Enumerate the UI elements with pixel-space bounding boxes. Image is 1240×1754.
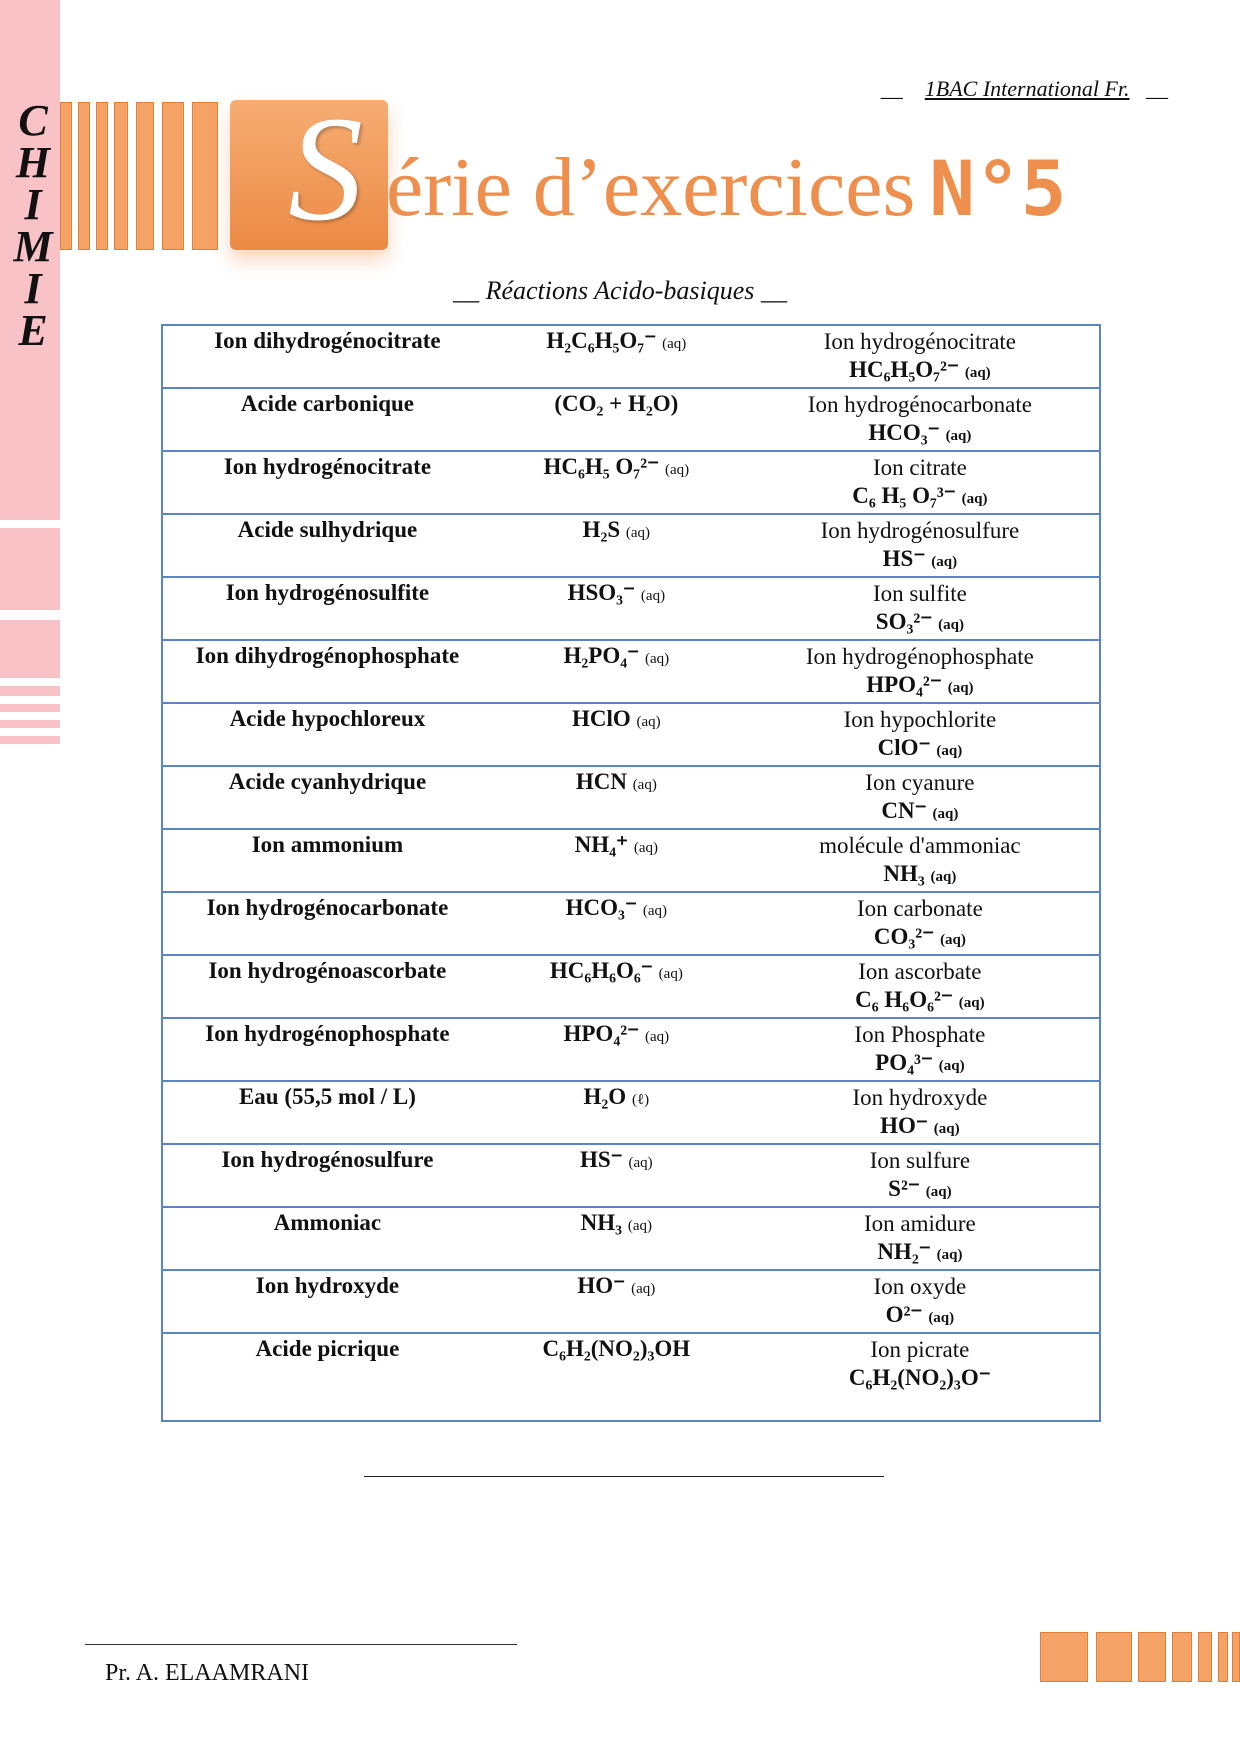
acid-name-cell [162,829,492,892]
base-name: Ion hypochlorite [843,707,997,732]
decor-stripe [114,102,128,250]
acid-formula-cell [492,388,741,451]
acid-formula-cell [492,1207,741,1270]
base-formula: C₆ H₆O₆²⁻ [855,987,954,1012]
class-label-suffix: __ [1146,76,1168,101]
table-row [162,451,1100,514]
table-row [162,829,1100,892]
acid-formula: NH₃ [580,1210,623,1235]
base-name: Ion hydrogénocarbonate [807,392,1032,417]
base-state: (aq) [958,995,985,1011]
acid-name-cell [162,577,492,640]
decor-stripe [96,102,108,250]
sidebar-stripe [0,686,60,696]
base-formula: C₆H₂(NO₂)₃O⁻ [848,1365,991,1390]
sidebar-letter: I [24,264,42,313]
acid-state: (aq) [645,651,670,667]
acid-state: (aq) [658,966,683,982]
base-name: Ion Phosphate [854,1022,986,1047]
base-state: (aq) [930,869,957,885]
acid-name: Ammoniac [273,1210,382,1235]
base-state: (aq) [961,491,988,507]
acid-formula: HO⁻ [577,1273,626,1298]
acid-formula-cell [492,1018,741,1081]
acid-name-cell [162,955,492,1018]
acid-state: (aq) [632,777,657,793]
acid-formula-cell [492,1270,741,1333]
acid-state: (aq) [642,903,667,919]
subtitle [0,276,1240,306]
sidebar-block [0,620,60,678]
sidebar-title [8,96,58,355]
footer-line [85,1644,517,1645]
acid-formula: H₂C₆H₅O₇⁻ [546,328,657,353]
table-row [162,892,1100,955]
acid-name: Acide picrique [255,1336,400,1361]
table-row [162,640,1100,703]
acid-name-cell [162,1018,492,1081]
base-name: Ion picrate [870,1337,970,1362]
acid-state: (aq) [628,1155,653,1171]
acid-name: Ion hydrogénosulfite [225,580,430,605]
acid-name-cell [162,388,492,451]
base-formula: HCO₃⁻ [868,420,940,445]
decor-square [1198,1632,1212,1682]
acid-formula-cell [492,955,741,1018]
acid-state: (aq) [662,336,687,352]
table-row [162,1018,1100,1081]
acid-formula-cell [492,892,741,955]
table-row [162,703,1100,766]
base-state: (aq) [936,743,963,759]
base-formula: HPO₄²⁻ [866,672,942,697]
acid-formula: HC₆H₆O₆⁻ [549,958,653,983]
base-state: (aq) [925,1184,952,1200]
sidebar-letter: M [13,222,53,271]
base-formula: NH₃ [883,861,925,886]
acid-formula-cell [492,451,741,514]
acid-state: (aq) [636,714,661,730]
acid-name: Acide carbonique [240,391,414,416]
acid-name-cell [162,1081,492,1144]
subtitle-prefix: __ [453,276,480,305]
acid-state: (ℓ) [631,1092,650,1108]
base-state: (aq) [964,365,991,381]
base-name: molécule d'ammoniac [819,833,1021,858]
acid-formula: HPO₄²⁻ [563,1021,640,1046]
acid-formula: H₂O [583,1084,627,1109]
base-name: Ion hydrogénocitrate [823,329,1016,354]
acid-formula-cell [492,703,741,766]
table-row [162,1144,1100,1207]
acid-formula: NH₄⁺ [574,832,629,857]
base-cell [741,955,1100,1018]
sidebar-stripe [0,736,60,744]
base-formula: HC₆H₅O₇²⁻ [849,357,960,382]
base-state: (aq) [933,1121,960,1137]
base-formula: HO⁻ [880,1113,929,1138]
acid-name-cell [162,640,492,703]
acid-name-cell [162,1207,492,1270]
table-row [162,1081,1100,1144]
decor-stripe [162,102,184,250]
acid-name-cell [162,514,492,577]
base-cell [741,388,1100,451]
acid-state: (aq) [631,1281,656,1297]
acid-formula-cell [492,640,741,703]
base-state: (aq) [947,680,974,696]
acid-formula: HSO₃⁻ [567,580,636,605]
base-name: Ion ascorbate [858,959,982,984]
decor-stripe [136,102,154,250]
acid-formula-cell [492,514,741,577]
acid-name: Ion ammonium [251,832,404,857]
class-label-prefix: __ [880,76,903,101]
base-cell [741,766,1100,829]
base-cell [741,577,1100,640]
base-cell [741,325,1100,388]
base-name: Ion amidure [864,1211,976,1236]
decor-square [1172,1632,1192,1682]
acid-name-cell [162,1270,492,1333]
base-cell [741,703,1100,766]
acid-formula-cell [492,1333,741,1421]
base-state: (aq) [936,1247,963,1263]
base-cell [741,1144,1100,1207]
sidebar [0,0,60,1754]
acid-name: Ion hydrogénocarbonate [206,895,449,920]
sidebar-letter: H [15,138,51,187]
sidebar-stripe [0,720,60,728]
base-formula: SO₃²⁻ [875,609,933,634]
base-name: Ion hydroxyde [852,1085,988,1110]
acid-name-cell [162,703,492,766]
base-cell [741,829,1100,892]
decor-square [1096,1632,1132,1682]
base-formula: CO₃²⁻ [873,924,935,949]
acid-formula: (CO₂ + H₂O) [554,391,679,416]
acid-formula: HCN [575,769,627,794]
base-cell [741,514,1100,577]
table-row [162,1207,1100,1270]
acid-state: (aq) [625,525,651,541]
sidebar-letter: C [18,96,48,145]
base-cell [741,1018,1100,1081]
acid-formula: HC₆H₅ O₇²⁻ [543,454,660,479]
acid-formula: HCO₃⁻ [565,895,638,920]
separator-line [364,1476,884,1477]
class-label [881,76,1168,102]
base-name: Ion sulfure [869,1148,971,1173]
base-name: Ion sulfite [872,581,967,606]
base-name: Ion cyanure [865,770,975,795]
footer-decor [1040,1632,1240,1686]
acid-name: Ion dihydrogénocitrate [214,328,441,353]
base-formula: C₆ H₅ O₇³⁻ [852,483,956,508]
sidebar-letter: E [18,306,48,355]
decor-square [1040,1632,1088,1682]
base-name: Ion carbonate [856,896,983,921]
base-name: Ion hydrogénophosphate [805,644,1034,669]
base-state: (aq) [938,1058,965,1074]
page-title-number: N°5 [929,144,1067,233]
acid-name-cell [162,1144,492,1207]
acid-name-cell [162,766,492,829]
sidebar-letter: I [24,180,42,229]
base-formula: O²⁻ [885,1302,923,1327]
base-cell [741,892,1100,955]
base-cell [741,451,1100,514]
acid-state: (aq) [640,588,666,604]
base-state: (aq) [932,806,959,822]
base-formula: S²⁻ [888,1176,920,1201]
author: Pr. A. ELAAMRANI [105,1660,310,1686]
base-cell [741,1333,1100,1421]
page-title-text: érie d’exercices [386,141,916,234]
acid-name: Ion hydroxyde [255,1273,400,1298]
acid-name: Ion hydrogénophosphate [205,1021,450,1046]
table-row [162,388,1100,451]
table-row [162,325,1100,388]
base-state: (aq) [945,428,972,444]
acid-formula-cell [492,1081,741,1144]
table-row [162,766,1100,829]
acid-name-cell [162,451,492,514]
decor-stripe [78,102,90,250]
acid-formula-cell [492,829,741,892]
base-formula: HS⁻ [882,546,926,571]
base-formula: PO₄³⁻ [875,1050,934,1075]
page-title [386,138,1067,239]
sidebar-stripe [0,704,60,712]
acid-state: (aq) [645,1029,670,1045]
acid-state: (aq) [627,1218,652,1234]
class-label-text: 1BAC International Fr. [924,76,1130,101]
acid-formula-cell [492,766,741,829]
decor-stripe [60,102,72,250]
acid-state: (aq) [665,462,690,478]
base-name: Ion citrate [872,455,967,480]
base-state: (aq) [928,1310,955,1326]
acid-name: Ion hydrogénocitrate [223,454,432,479]
acid-name: Acide cyanhydrique [228,769,427,794]
table-row [162,955,1100,1018]
acid-name-cell [162,1333,492,1421]
base-formula: ClO⁻ [877,735,931,760]
base-cell [741,1207,1100,1270]
acid-name-cell [162,892,492,955]
acid-state: (aq) [633,840,659,856]
table-row [162,577,1100,640]
acid-formula: H₂PO₄⁻ [563,643,640,668]
decor-square [1218,1632,1228,1682]
acid-formula: H₂S [582,517,621,542]
base-state: (aq) [938,617,964,633]
acid-name: Ion dihydrogénophosphate [195,643,460,668]
base-cell [741,1081,1100,1144]
decor-square [1138,1632,1166,1682]
acid-base-table [161,324,1101,1422]
acid-name: Ion hydrogénosulfure [221,1147,434,1172]
acid-formula: C₆H₂(NO₂)₃OH [542,1336,691,1361]
base-name: Ion hydrogénosulfure [820,518,1020,543]
acid-formula-cell [492,1144,741,1207]
acid-name: Acide hypochloreux [229,706,426,731]
subtitle-text: Réactions Acido-basiques [485,276,755,305]
acid-formula: HClO [571,706,631,731]
base-formula: CN⁻ [881,798,927,823]
sidebar-block [0,528,60,610]
subtitle-suffix: __ [760,276,787,305]
decor-stripe [192,102,218,250]
title-initial: S [288,86,363,252]
acid-formula-cell [492,577,741,640]
table-row [162,1333,1100,1421]
table-row [162,1270,1100,1333]
base-formula: NH₂⁻ [877,1239,931,1264]
acid-name: Acide sulhydrique [237,517,418,542]
acid-name: Ion hydrogénoascorbate [208,958,447,983]
acid-formula: HS⁻ [579,1147,623,1172]
base-state: (aq) [931,554,958,570]
acid-formula-cell [492,325,741,388]
base-cell [741,1270,1100,1333]
decor-square [1232,1632,1240,1682]
base-cell [741,640,1100,703]
table-row [162,514,1100,577]
acid-name: Eau (55,5 mol / L) [238,1084,416,1109]
base-state: (aq) [940,932,966,948]
base-name: Ion oxyde [873,1274,967,1299]
acid-name-cell [162,325,492,388]
